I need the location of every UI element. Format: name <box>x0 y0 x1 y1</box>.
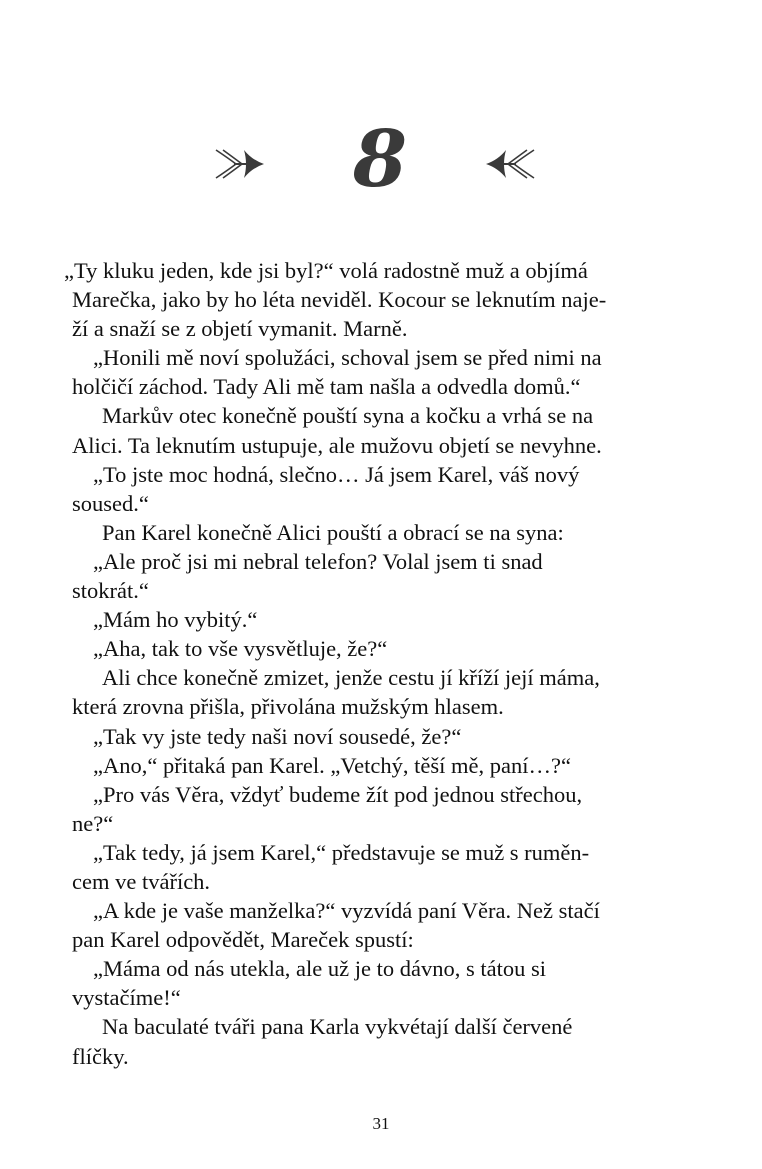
text-line: pan Karel odpovědět, Mareček spustí: <box>72 927 414 953</box>
body-text <box>64 256 692 1071</box>
text-line: „Ano,“ přitaká pan Karel. „Vetchý, těší mě, paní…?“ <box>93 752 571 778</box>
text-line: Pan Karel konečně Alici pouští a obrací se na syna: <box>102 519 564 545</box>
text-line: „A kde je vaše manželka?“ vyzvídá paní Věra. Než stačí <box>93 898 600 924</box>
text-line: která zrovna přišla, přivolána mužským hlasem. <box>72 694 504 720</box>
text-line: soused.“ <box>72 490 149 516</box>
text-line: „Mám ho vybitý.“ <box>93 607 258 633</box>
text-line: stokrát.“ <box>72 578 149 604</box>
text-line: flíčky. <box>72 1043 129 1069</box>
arrow-left-icon <box>484 144 536 184</box>
text-line: ží a snaží se z objetí vymanit. Marně. <box>72 316 408 342</box>
text-line: „Ale proč jsi mi nebral telefon? Volal jsem ti snad <box>93 548 543 574</box>
text-line: „Máma od nás utekla, ale už je to dávno, s tátou si <box>93 956 546 982</box>
text-line: holčičí záchod. Tady Ali mě tam našla a odvedla domů.“ <box>72 374 581 400</box>
text-line: „Pro vás Věra, vždyť budeme žít pod jednou střechou, <box>93 781 583 807</box>
arrow-right-icon <box>214 144 266 184</box>
text-line: „To jste moc hodná, slečno… Já jsem Karel, váš nový <box>93 461 580 487</box>
chapter-heading <box>0 114 762 208</box>
text-line: „Tak vy jste tedy naši noví sousedé, že?“ <box>93 723 462 749</box>
text-line: cem ve tvářích. <box>72 868 211 894</box>
text-line: Ali chce konečně zmizet, jenže cestu jí kříží její máma, <box>102 665 600 691</box>
text-line: „Ty kluku jeden, kde jsi byl?“ volá radostně muž a objímá <box>64 258 588 283</box>
text-line: Na baculaté tváři pana Karla vykvétají další červené <box>102 1014 573 1040</box>
text-line: „Aha, tak to vše vysvětluje, že?“ <box>93 636 388 662</box>
page-number: 31 <box>372 1114 390 1133</box>
text-line: vystačíme!“ <box>72 985 181 1011</box>
text-line: Marečka, jako by ho léta neviděl. Kocour se leknutím naje- <box>72 287 607 313</box>
text-line: Markův otec konečně pouští syna a kočku a vrhá se na <box>102 403 594 429</box>
chapter-number: 8 <box>352 114 408 205</box>
text-line: Alici. Ta leknutím ustupuje, ale mužovu objetí se nevyhne. <box>72 432 602 458</box>
text-line: ne?“ <box>72 810 114 836</box>
text-line: „Honili mě noví spolužáci, schoval jsem se před nimi na <box>93 345 602 371</box>
text-line: „Tak tedy, já jsem Karel,“ představuje se muž s ruměn- <box>93 839 590 865</box>
